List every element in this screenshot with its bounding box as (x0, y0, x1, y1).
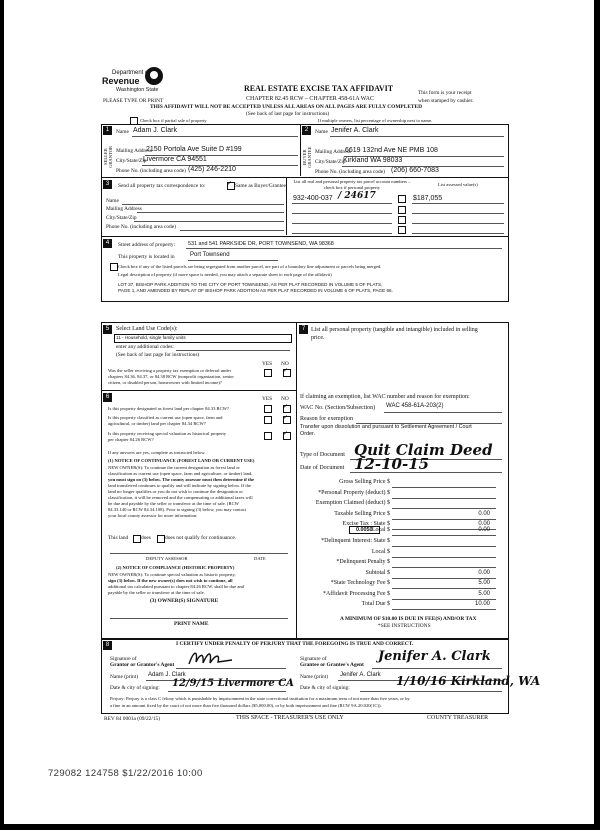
historic-q-2: per chapter 84.26 RCW? (108, 437, 154, 442)
tax-row-value[interactable]: 0.00 (478, 521, 490, 527)
continuance-title: (1) NOTICE OF CONTINUANCE (FOREST LAND OR CURRENT USE) (108, 458, 255, 463)
tax-row-line (392, 557, 496, 558)
personal-property-checkbox-3[interactable] (398, 216, 406, 224)
assessed-line-3 (412, 223, 504, 224)
land-use-code: 11 - Household, single family units (116, 335, 186, 340)
tax-row-label: Gross Selling Price $ (339, 479, 390, 485)
segregation-checkbox[interactable] (110, 263, 118, 271)
segregation-label: Check box if any of the listed parcels are being segregated from another parcel, are part of a boundary line adjustment or parcels being merged. (118, 264, 382, 269)
correspondence-divider (286, 177, 287, 235)
exemption-q-1: Was the seller receiving a property tax exemption or deferral under (108, 368, 232, 373)
continuance-2: classification as current use (open space, farm and agriculture, or timber) land, (108, 471, 253, 476)
forest-yes-checkbox[interactable] (264, 405, 272, 413)
local-value[interactable]: 0.00 (478, 527, 490, 533)
tax-row-label: *Affidavit Processing Fee $ (322, 590, 390, 597)
tax-row-value[interactable]: 10.00 (474, 601, 490, 607)
street-line (186, 248, 502, 249)
additional-codes-label: enter any additional codes: (116, 344, 174, 350)
receipt-note-2: when stamped by cashier. (418, 98, 474, 104)
partial-sale-label: Check box if partial sale of property (140, 118, 207, 123)
buyer-name-label: Name (315, 129, 328, 135)
revenue-logo-inner (150, 71, 158, 79)
section-1-badge: 1 (103, 126, 112, 135)
buyer-city-label: City/State/Zip (315, 159, 346, 165)
form-warning: THIS AFFIDAVIT WILL NOT BE ACCEPTED UNLESS ALL AREAS ON ALL PAGES ARE FULLY COMPLETED (150, 104, 423, 110)
tax-row-line (392, 578, 496, 579)
corr-city-line (134, 221, 284, 222)
buyer-phone-label: Phone No. (including area code) (315, 169, 385, 175)
located-label: This property is located in (118, 254, 175, 260)
seller-phone[interactable]: (425) 246-2210 (188, 166, 236, 173)
tax-row-label: *Delinquent Penalty $ (336, 559, 390, 565)
grantee-date-label: Date & city of signing: (300, 685, 350, 691)
exemption-q-3: citizen, or disabled person, homeowner with limited income)? (108, 380, 222, 385)
tax-row-label: Subtotal $ (365, 569, 390, 576)
agency-line1: Department of (112, 70, 151, 76)
print-note: PLEASE TYPE OR PRINT (103, 98, 164, 104)
deputy-line (110, 553, 288, 554)
grantor-sig-label-1: Signature of (110, 656, 137, 662)
grantor-sig-line (176, 668, 286, 669)
does-label: does (141, 535, 151, 541)
county-treasurer: COUNTY TREASURER (427, 715, 489, 721)
section-7-badge: 7 (299, 325, 308, 334)
doc-type[interactable]: Quit Claim Deed (354, 441, 493, 459)
assessed-line-4 (412, 233, 504, 234)
grantor-date[interactable]: 12/9/15 Livermore CA (172, 678, 294, 689)
grantor-date-label: Date & city of signing: (110, 685, 160, 691)
section-5-badge: 5 (103, 325, 112, 334)
tax-row-line (392, 546, 496, 547)
not-qualifies-checkbox[interactable] (157, 535, 165, 543)
tax-row-label: *Delinquent Interest: State $ (321, 538, 390, 544)
see-instructions: *SEE INSTRUCTIONS (378, 623, 431, 629)
continuance-3: you must sign on (3) below. The county assessor must then determine if the (108, 477, 255, 482)
street-address[interactable]: 531 and 541 PARKSIDE DR, PORT TOWNSEND, WA 98368 (188, 241, 334, 247)
local-line (392, 535, 496, 536)
grantee-name-label: Name (print) (300, 674, 328, 680)
doc-date[interactable]: 12-10-15 (354, 455, 430, 473)
historic-4: payable by the seller or transferor at the time of sale. (108, 590, 205, 595)
additional-codes-line (176, 350, 290, 351)
wac-label: WAC No. (Section/Subsection) (300, 405, 376, 411)
assessed-value[interactable]: $187,055 (413, 195, 443, 202)
seller-vertical-label: SELLER GRANTOR (103, 145, 113, 169)
tax-row-line (392, 498, 496, 499)
answer-note: If any answers are yes, complete as instructed below. (108, 450, 206, 455)
parcel-line-1 (292, 203, 392, 204)
parties-divider (300, 124, 301, 176)
doc-date-line (350, 472, 502, 473)
buyer-mailing-label: Mailing Address (315, 149, 351, 155)
continuance-4: land transferred continues to qualify and will indicate by signing below. If the (108, 483, 251, 488)
seller-phone-label: Phone No. (including area code) (116, 168, 186, 174)
deputy-date-label: DATE (254, 556, 266, 561)
continuance-6: classification, it will be removed and the compensating or additional taxes will (108, 495, 253, 500)
located-line (188, 260, 278, 261)
personal-property-checkbox-4[interactable] (398, 226, 406, 234)
grantee-sig-line (372, 668, 502, 669)
does-not-label: does not qualify for continuance. (165, 535, 237, 541)
same-as-buyer-label: Same as Buyer/Grantee (235, 183, 286, 189)
assessed-header: List assessed value(s) (438, 182, 478, 187)
agency-name: Revenue (102, 76, 140, 86)
form-see-back: (See back of last page for instructions) (246, 111, 330, 117)
historic-no-check-icon: ✓ (283, 431, 289, 437)
grantee-date[interactable]: 1/10/16 Kirkland, WA (396, 674, 541, 688)
exemption-q-2: chapters 84.36, 84.37, or 84.38 RCW (nonprofit organization, senior (108, 374, 234, 379)
no-header-2: NO (281, 396, 289, 402)
recording-stamp: 729082 124758 $1/22/2016 10:00 (48, 768, 203, 779)
continuance-1: NEW OWNER(S): To continue the current designation as forest land or (108, 465, 240, 470)
form-revision: REV 84 0001a (09/22/15) (104, 716, 161, 722)
scan-edge-bottom (0, 824, 600, 830)
tax-row-line (392, 599, 496, 600)
buyer-city[interactable]: Kirkland WA 98033 (343, 157, 403, 164)
correspondence-send-label: Send all property tax correspondence to: (118, 183, 206, 189)
parcel-number[interactable]: 932-400-037 (293, 195, 333, 202)
legal-label: Legal description of property (if more space is needed, you may attach a separate sheet to each page of the affidavit) (118, 272, 332, 277)
continuance-9: your local county assessor for more information. (108, 513, 198, 518)
forest-no-check-icon: ✓ (283, 404, 289, 410)
section-6-rule (101, 390, 296, 391)
continuance-5: land no longer qualifies or you do not wish to continue the designation or (108, 489, 243, 494)
current-use-q-2: agricultural, or timber) land per chapter 84.34 RCW? (108, 421, 206, 426)
buyer-mailing[interactable]: 6619 132nd Ave NE PMB 108 (345, 147, 438, 154)
same-as-buyer-check-icon: ✓ (227, 181, 233, 187)
section-2-badge: 2 (302, 126, 311, 135)
land-use-see-back: (See back of last page for instructions) (116, 352, 200, 358)
located-city[interactable]: Port Townsend (190, 252, 230, 258)
street-label: Street address of property: (118, 242, 176, 248)
tax-row-value[interactable]: 5.00 (478, 580, 490, 586)
buyer-name[interactable]: Jenifer A. Clark (331, 127, 379, 134)
tax-row-value[interactable]: 0.00 (478, 569, 490, 576)
section-6-badge: 6 (103, 393, 112, 402)
tax-row-line (392, 609, 496, 610)
assessed-line-1 (412, 203, 504, 204)
tax-row-label: *Personal Property (deduct) $ (318, 489, 390, 496)
tax-row-value[interactable]: 0.00 (478, 510, 490, 517)
corr-name-line (122, 204, 284, 205)
corr-phone-line (180, 230, 284, 231)
scan-edge-left (0, 0, 4, 830)
tax-row-label: Exemption Claimed (deduct) $ (315, 500, 390, 506)
exemption-claim-label: If claiming an exemption, list WAC number and reason for exemption: (300, 394, 470, 400)
owner-signature-label: (3) OWNER(S) SIGNATURE (150, 598, 219, 604)
tax-row-label: Excise Tax : State $ (342, 521, 390, 527)
tax-row-label: Taxable Selling Price $ (334, 510, 390, 517)
seller-name-label: Name (116, 129, 129, 135)
grantee-date-line (360, 691, 502, 692)
doc-type-label: Type of Document (300, 452, 345, 458)
grantor-name-label: Name (print) (110, 674, 138, 680)
corr-mailing-label: Mailing Address (106, 206, 142, 212)
yes-header-1: YES (262, 361, 273, 367)
tax-row-label: *State Technology Fee $ (330, 580, 390, 586)
tax-row-label: Total Due $ (361, 601, 390, 607)
parcel-line-4 (292, 233, 392, 234)
historic-1: NEW OWNER(S): To continue special valuation as historic property, (108, 572, 236, 577)
current-use-no-check-icon: ✓ (283, 415, 289, 421)
parcel-line-3 (292, 223, 392, 224)
current-use-q-1: Is this property classified as current use (open space, farm and (108, 415, 223, 420)
current-use-yes-checkbox[interactable] (264, 416, 272, 424)
tax-row-line (392, 519, 496, 520)
assessed-line-2 (412, 213, 504, 214)
land-use-label: Select Land Use Code(s): (116, 326, 178, 332)
grantee-signature: Jenifer A. Clark (378, 649, 491, 664)
parcel-line-2 (292, 213, 392, 214)
seller-mailing[interactable]: 2150 Portola Ave Suite D #199 (146, 146, 242, 153)
receipt-note-1: This form is your receipt (418, 90, 472, 96)
continuance-7: be due and payable by the seller or transferor at the time of sale. (RCW (108, 501, 240, 506)
no-header-1: NO (281, 361, 289, 367)
continuance-8: 84.33.140 or RCW 84.34.108). Prior to signing (3) below, you may contact (108, 507, 247, 512)
qualifies-checkbox[interactable] (133, 535, 141, 543)
buyer-name-line (330, 136, 504, 137)
corr-name-label: Name (106, 198, 119, 204)
personal-property-label-1: List all personal property (tangible and intangible) included in selling (311, 327, 478, 333)
tax-row-line (392, 567, 496, 568)
personal-property-checkbox-1[interactable] (398, 195, 406, 203)
local-label: Local $ (371, 527, 390, 533)
form-chapter: CHAPTER 82.45 RCW – CHAPTER 458-61A WAC (246, 96, 374, 102)
reason-label: Reason for exemption (300, 416, 353, 422)
local-rate-box[interactable]: 0.0050 (349, 526, 380, 534)
owner-print-line (110, 618, 288, 619)
corr-city-label: City/State/Zip (106, 215, 137, 221)
doc-date-label: Date of Document (300, 465, 345, 471)
historic-yes-checkbox[interactable] (264, 432, 272, 440)
agency-line3: Washington State (116, 87, 159, 93)
grantor-sig-label-2: Grantor or Grantor's Agent (110, 662, 175, 668)
corr-mailing-line (137, 212, 284, 213)
personal-property-label-2: price. (311, 335, 325, 341)
lower-divider (296, 322, 297, 638)
section-8-badge: 8 (103, 641, 112, 650)
seller-mailing-label: Mailing Address (116, 148, 152, 154)
historic-q-1: Is this property receiving special valuation as historical property (108, 431, 227, 436)
historic-2: sign (3) below. If the new owner(s) does not wish to continue, all (108, 578, 233, 583)
form-title: REAL ESTATE EXCISE TAX AFFIDAVIT (244, 84, 394, 93)
grantor-date-line (168, 691, 286, 692)
forest-land-q: Is this property designated as forest land per chapter 84.33 RCW? (108, 406, 230, 411)
grantee-sig-label-2: Grantee or Grantee's Agent (300, 662, 364, 668)
perjury-2: a fine in an amount fixed by the court of not more than five thousand dollars ($5,000.00), or by both imprisonment and fine (RCW 9A.20.020(1C)). (110, 703, 382, 708)
perjury-1: Perjury: Perjury is a class C felony which is punishable by imprisonment in the state correctional institution for a maximum term of not more than five years, or by (110, 696, 410, 701)
seller-city-label: City/State/Zip (116, 158, 147, 164)
parcel-header: List all real and personal property tax parcel account numbers – check box if personal property (293, 179, 411, 190)
buyer-phone[interactable]: (206) 660-7083 (391, 167, 439, 174)
yes-header-2: YES (262, 396, 273, 402)
deputy-label: DEPUTY ASSESSOR (146, 556, 188, 561)
tax-row-line (392, 588, 496, 589)
tax-row-value[interactable]: 5.00 (478, 590, 490, 597)
reason-1[interactable]: Transfer upon dissolution and pursuant to Settlement Agreement / Court (300, 424, 472, 430)
grantee-sig-label-1: Signature of (300, 656, 327, 662)
exemption-yes-checkbox[interactable] (264, 369, 272, 377)
legal-line-1[interactable]: LOT 37, BISHOP PARK ADDITION TO THE CITY OF PORT TOWNSEND, AS PER PLAT RECORDED IN VOLUME 5 OF PLATS, (118, 282, 383, 287)
scan-edge-right (594, 0, 600, 830)
seller-name-line (132, 136, 298, 137)
tax-row-line (392, 508, 496, 509)
wac-number[interactable]: WAC 458-61A-203(2) (386, 403, 444, 409)
treasurer-only: THIS SPACE - TREASURER'S USE ONLY (236, 715, 344, 721)
minimum-due: A MINIMUM OF $10.00 IS DUE IN FEE(S) AND/OR TAX (340, 616, 477, 622)
reason-2[interactable]: Order. (300, 431, 315, 437)
print-name-label: PRINT NAME (174, 621, 209, 627)
historic-3: additional tax calculated pursuant to chapter 84.26 RCW, shall be due and (108, 584, 244, 589)
corr-phone-label: Phone No. (including area code) (106, 224, 176, 230)
grantee-name[interactable]: Jenifer A. Clark (340, 672, 381, 678)
buyer-vertical-label: BUYER GRANTEE (302, 146, 312, 168)
grantor-name[interactable]: Adam J. Clark (148, 672, 186, 678)
exemption-no-check-icon: ✓ (283, 368, 289, 374)
multiple-owners-note: If multiple owners, list percentage of ownership next to name. (318, 118, 433, 123)
personal-property-checkbox-2[interactable] (398, 206, 406, 214)
land-does-label: This land (108, 535, 129, 541)
legal-line-2[interactable]: PAGE 1, AND AMENDED BY REPLAT OF BISHOP PARK ADDITION AS PER PLAT RECORDED IN VOLUME 6 OF PLATS, PAGE 66. (118, 288, 393, 293)
section-3-badge: 3 (103, 180, 112, 189)
parcel-handwritten: / 24617 (338, 191, 376, 201)
seller-city[interactable]: Livermore CA 94551 (143, 156, 207, 163)
section-4-badge: 4 (103, 239, 112, 248)
grantor-signature-mark (186, 648, 236, 668)
tax-row-label: Local $ (371, 548, 390, 555)
historic-title: (2) NOTICE OF COMPLIANCE (HISTORIC PROPERTY) (116, 565, 235, 570)
tax-row-line (392, 487, 496, 488)
wac-line (384, 412, 502, 413)
seller-name[interactable]: Adam J. Clark (133, 127, 177, 134)
certification-text: I CERTIFY UNDER PENALTY OF PERJURY THAT THE FOREGOING IS TRUE AND CORRECT. (176, 641, 414, 647)
